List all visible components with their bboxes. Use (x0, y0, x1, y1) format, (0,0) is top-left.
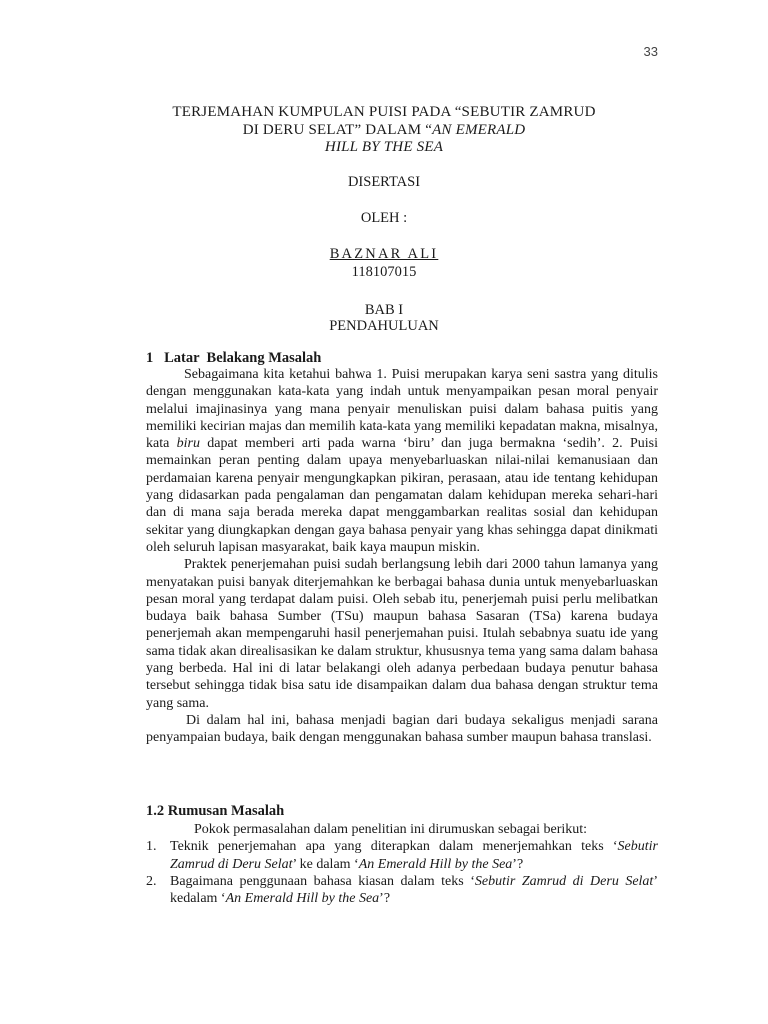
author-name: BAZNAR ALI (329, 246, 439, 262)
section-heading-problem: 1.2 Rumusan Masalah (146, 803, 285, 819)
section-heading-background: 1 Latar Belakang Masalah (146, 350, 322, 366)
problem-intro: Pokok permasalahan dalam penelitian ini dirumuskan sebagai berikut: (194, 822, 588, 837)
chapter-title: PENDAHULUAN (329, 318, 439, 334)
problem-statement (146, 821, 658, 907)
document-type: DISERTASI (347, 174, 421, 190)
paragraph-3: Di dalam hal ini, bahasa menjadi bagian dari budaya sekaligus menjadi sarana penyampaian budaya, baik dengan menggunakan bahasa sumber maupun bahasa translasi. (146, 712, 658, 746)
paragraph-2: Praktek penerjemahan puisi sudah berlangsung lebih dari 2000 tahun lamanya yang menyatakan puisi banyak diterjemahkan ke berbagai bahasa dunia untuk menyebarluaskan pesan moral yang terdapat dalam puisi. Oleh sebab itu, penerjemah puisi perlu melibatkan budaya baik bahasa Sumber (TSu) maupun bahasa Sasaran (TSa) karena budaya penerjemah akan mempengaruhi hasil penerjemahan puisi. Itulah sebabnya suatu ide yang sama tidak akan direalisasikan ke dalam struktur, khususnya tema yang sama dalam bahasa yang berbeda. Hal ini di latar belakangi oleh adanya perbedaan budaya penutur bahasa tersebut sehingga tidak bisa satu ide disampaikan dalam dua bahasa dengan struktur tema yang sama. (146, 557, 658, 711)
paragraph-1: Sebagaimana kita ketahui bahwa 1. Puisi merupakan karya seni sastra yang ditulis dengan menggunakan kata-kata yang indah untuk menyampaikan pesan moral penyair melalui imajinasinya yang mana penyair menuliskan puisi dalam bahasa puitis yang memiliki kecirian majas dan memilih kata-kata yang memiliki kepadatan makna, misalnya, kata biru dapat memberi arti pada warna ‘biru’ dan juga bermakna ‘sedih’. 2. Puisi memainkan peran penting dalam upaya menyebarluaskan nilai-nilai kemanusiaan dan perdamaian karena penyair mengungkapkan pikiran, perasaan, atau ide tentang kehidupan yang didasarkan pada pengalaman dan pengamatan dalam kehidupan mereka sehari-hari dan di mana saja berada mereka dapat menggambarkan realitas sosial dan kehidupan sekitar yang diungkapkan dengan gaya bahasa penyair yang khas sehingga dapat dinikmati oleh seluruh lapisan masyarakat, baik kaya maupun miskin. (146, 367, 658, 555)
title-line-2: DI DERU SELAT” DALAM “AN EMERALD (242, 121, 526, 138)
page-number: 33 (643, 44, 658, 59)
by-label: OLEH : (360, 210, 408, 226)
list-item: 2. Bagaimana penggunaan bahasa kiasan dalam teks ‘Sebutir Zamrud di Deru Selat’ kedalam ‘An Emerald Hill by the Sea’? (146, 873, 658, 907)
section-body-background (146, 366, 658, 747)
student-id: 118107015 (351, 264, 417, 280)
problem-list (146, 838, 658, 907)
title-line-3: HILL BY THE SEA (324, 139, 444, 155)
chapter-number: BAB I (364, 302, 404, 318)
document-title (0, 104, 768, 157)
list-item: 1. Teknik penerjemahan apa yang diterapkan dalam menerjemahkan teks ‘Sebutir Zamrud di Deru Selat’ ke dalam ‘An Emerald Hill by the Sea’? (146, 839, 658, 872)
title-line-1: TERJEMAHAN KUMPULAN PUISI PADA “SEBUTIR ZAMRUD (172, 104, 596, 120)
